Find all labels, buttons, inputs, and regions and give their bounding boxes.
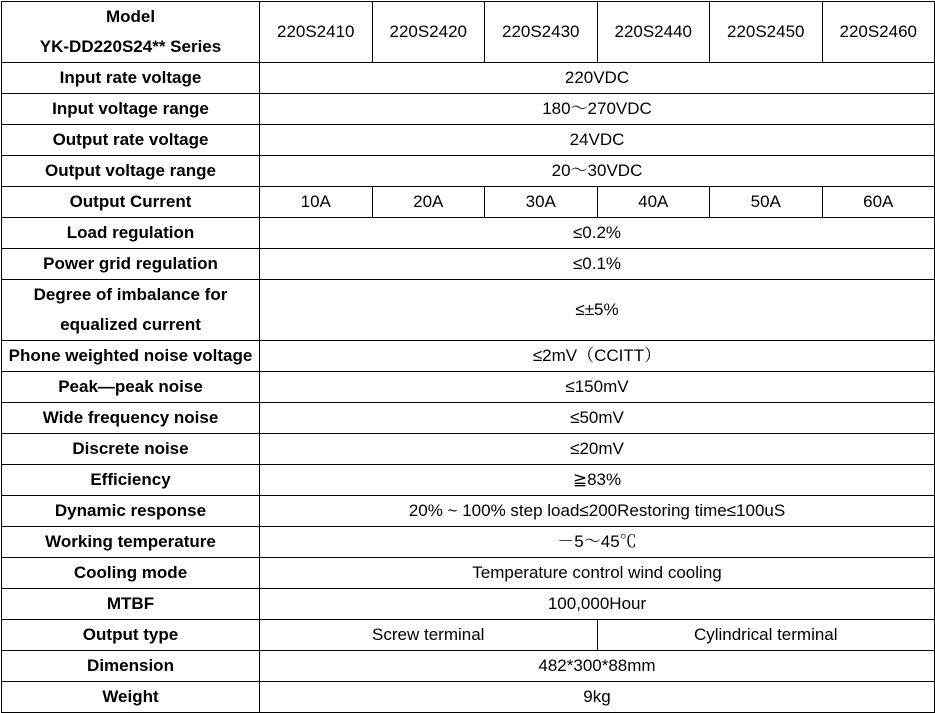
table-row	[2, 372, 935, 403]
row-label: Wide frequency noise	[2, 403, 260, 434]
row-value: ≤150mV	[260, 372, 935, 403]
row-label: Output Current	[2, 187, 260, 218]
row-value: ≤0.2%	[260, 218, 935, 249]
table-row	[2, 156, 935, 187]
model-label: Model	[105, 7, 156, 26]
current-cell: 10A	[260, 187, 373, 218]
model-cell: 220S2440	[597, 2, 710, 63]
row-value: ≤2mV（CCITT）	[260, 341, 935, 372]
table-row	[2, 496, 935, 527]
table-row-header	[2, 2, 935, 63]
row-label: Input voltage range	[2, 94, 260, 125]
row-label: Power grid regulation	[2, 249, 260, 280]
row-value: 20% ~ 100% step load≤200Restoring time≤100uS	[260, 496, 935, 527]
table-row	[2, 527, 935, 558]
table-row	[2, 589, 935, 620]
model-cell: 220S2460	[822, 2, 935, 63]
row-label-line: equalized current	[60, 315, 201, 334]
row-value: ≤±5%	[260, 280, 935, 341]
output-type-cell: Cylindrical terminal	[597, 620, 935, 651]
model-cell: 220S2410	[260, 2, 373, 63]
row-label: Cooling mode	[2, 558, 260, 589]
row-label: Dynamic response	[2, 496, 260, 527]
row-label: MTBF	[2, 589, 260, 620]
current-cell: 50A	[710, 187, 823, 218]
table-row	[2, 125, 935, 156]
row-label: Output rate voltage	[2, 125, 260, 156]
row-label: Load regulation	[2, 218, 260, 249]
row-label: Phone weighted noise voltage	[2, 341, 260, 372]
table-row	[2, 651, 935, 682]
row-label: Efficiency	[2, 465, 260, 496]
row-value: ≤50mV	[260, 403, 935, 434]
row-label: Output voltage range	[2, 156, 260, 187]
model-cell: 220S2420	[372, 2, 485, 63]
model-header-cell	[2, 2, 260, 63]
row-value: 24VDC	[260, 125, 935, 156]
row-label: Dimension	[2, 651, 260, 682]
row-value: 220VDC	[260, 63, 935, 94]
model-cell: 220S2450	[710, 2, 823, 63]
table-row	[2, 434, 935, 465]
current-cell: 20A	[372, 187, 485, 218]
table-row	[2, 94, 935, 125]
row-label-line: Degree of imbalance for	[33, 285, 228, 304]
row-value: ≤20mV	[260, 434, 935, 465]
row-value: 100,000Hour	[260, 589, 935, 620]
current-cell: 40A	[597, 187, 710, 218]
table-row	[2, 465, 935, 496]
row-label: Weight	[2, 682, 260, 713]
row-label: Output type	[2, 620, 260, 651]
row-value: ≧83%	[260, 465, 935, 496]
row-value: 9kg	[260, 682, 935, 713]
table-row	[2, 218, 935, 249]
table-row	[2, 620, 935, 651]
current-cell: 30A	[485, 187, 598, 218]
current-cell: 60A	[822, 187, 935, 218]
row-label: Discrete noise	[2, 434, 260, 465]
table-row	[2, 63, 935, 94]
table-row	[2, 558, 935, 589]
row-label: Input rate voltage	[2, 63, 260, 94]
table-row	[2, 682, 935, 713]
series-label: YK-DD220S24** Series	[39, 37, 222, 56]
spec-table	[1, 1, 935, 713]
row-value: 482*300*88mm	[260, 651, 935, 682]
table-row	[2, 249, 935, 280]
table-row	[2, 280, 935, 341]
row-value: －5～45℃	[260, 527, 935, 558]
row-label: Peak—peak noise	[2, 372, 260, 403]
row-value: 180～270VDC	[260, 94, 935, 125]
model-cell: 220S2430	[485, 2, 598, 63]
row-value: 20～30VDC	[260, 156, 935, 187]
row-value: ≤0.1%	[260, 249, 935, 280]
row-value: Temperature control wind cooling	[260, 558, 935, 589]
row-label: Working temperature	[2, 527, 260, 558]
row-label	[2, 280, 260, 341]
table-row	[2, 341, 935, 372]
table-row	[2, 187, 935, 218]
table-row	[2, 403, 935, 434]
output-type-cell: Screw terminal	[260, 620, 598, 651]
